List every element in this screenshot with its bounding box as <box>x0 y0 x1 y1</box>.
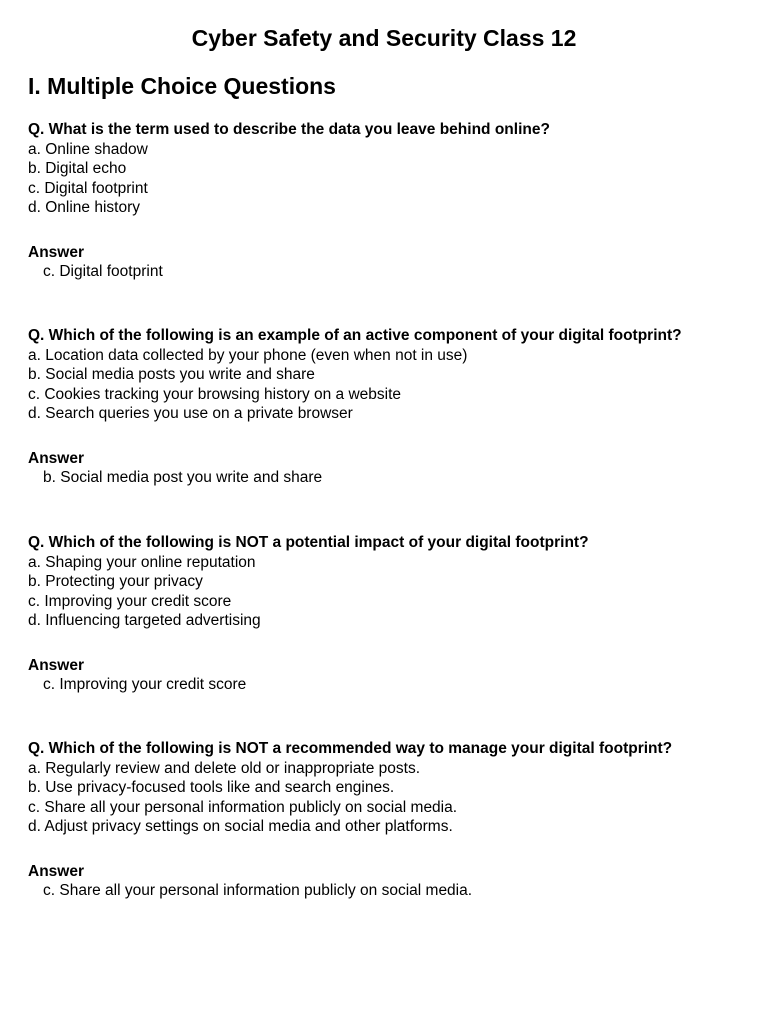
question-block-3 <box>28 533 748 695</box>
options-list <box>28 140 748 218</box>
option-b: b. Use privacy-focused tools like and search engines. <box>28 779 395 796</box>
question-block-4 <box>28 739 748 901</box>
option-b: b. Protecting your privacy <box>28 573 203 590</box>
option-c: c. Improving your credit score <box>28 592 232 610</box>
question-block-2 <box>28 326 748 488</box>
option-c: c. Digital footprint <box>28 179 148 197</box>
option-d: d. Adjust privacy settings on social media and other platforms. <box>28 818 453 835</box>
answer-label: Answer <box>28 243 84 261</box>
options-list <box>28 553 748 631</box>
option-a: a. Online shadow <box>28 140 148 158</box>
option-c: c. Cookies tracking your browsing history on a website <box>28 385 402 403</box>
option-b: b. Digital echo <box>28 160 127 177</box>
answer-text: c. Share all your personal information publicly on social media. <box>43 882 473 899</box>
answer-text: c. Digital footprint <box>43 263 163 280</box>
option-c: c. Share all your personal information publicly on social media. <box>28 798 458 816</box>
question-block-1 <box>28 120 748 282</box>
options-list <box>28 346 748 424</box>
option-d: d. Influencing targeted advertising <box>28 612 261 629</box>
option-a: a. Shaping your online reputation <box>28 553 256 571</box>
option-a: a. Location data collected by your phone (even when not in use) <box>28 346 468 364</box>
question-text: Q. Which of the following is an example of an active component of your digital footprint? <box>28 327 682 344</box>
question-text: Q. Which of the following is NOT a recommended way to manage your digital footprint? <box>28 740 673 757</box>
options-list <box>28 759 748 837</box>
option-d: d. Online history <box>28 199 140 216</box>
question-text: Q. Which of the following is NOT a potential impact of your digital footprint? <box>28 534 589 551</box>
answer-label: Answer <box>28 449 84 467</box>
document-title: Cyber Safety and Security Class 12 <box>191 25 577 51</box>
section-heading: I. Multiple Choice Questions <box>28 73 336 99</box>
option-a: a. Regularly review and delete old or inappropriate posts. <box>28 759 421 777</box>
question-text: Q. What is the term used to describe the data you leave behind online? <box>28 121 550 138</box>
answer-text: c. Improving your credit score <box>43 676 247 693</box>
option-b: b. Social media posts you write and share <box>28 366 315 383</box>
option-d: d. Search queries you use on a private browser <box>28 405 353 422</box>
answer-label: Answer <box>28 656 84 674</box>
answer-text: b. Social media post you write and share <box>43 469 323 486</box>
answer-label: Answer <box>28 862 84 880</box>
